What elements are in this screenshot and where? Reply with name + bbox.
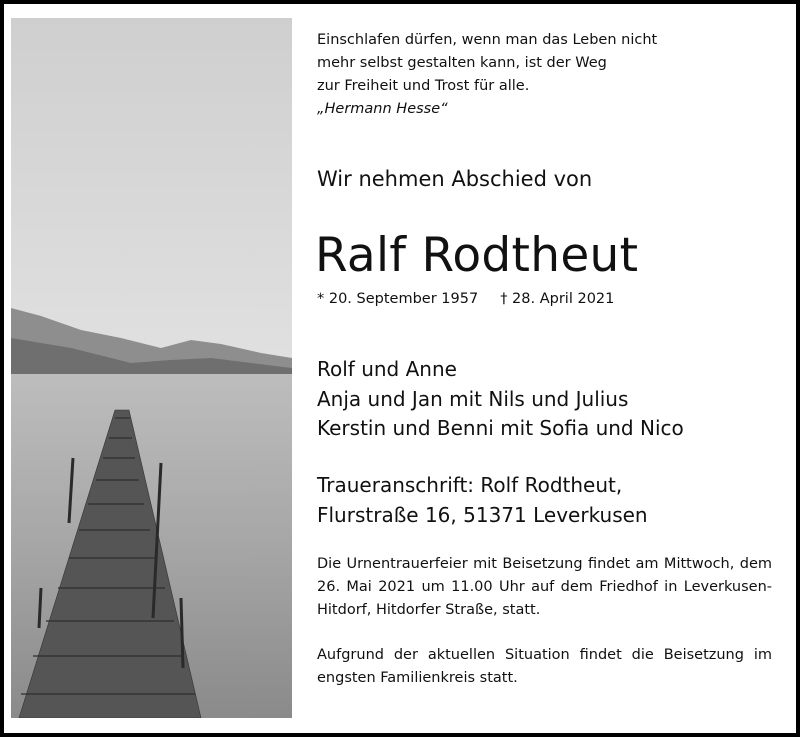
private-burial-notice: Aufgrund der aktuellen Situation findet die Beisetzung im engsten Familienkreis statt. xyxy=(317,647,772,686)
mourner-line: Rolf und Anne xyxy=(317,357,457,381)
address-line: Traueranschrift: Rolf Rodtheut, xyxy=(317,473,623,497)
hesse-quote xyxy=(317,29,777,121)
ceremony-details: Die Urnentrauerfeier mit Beisetzung findet am Mittwoch, dem 26. Mai 2021 um 11.00 Uhr auf dem Friedhof in Leverkusen-Hitdorf, Hitdorfer Straße, statt. xyxy=(317,556,772,618)
jetty-lake-image xyxy=(11,18,292,718)
life-dates xyxy=(317,288,614,310)
jetty-lake-photo xyxy=(11,18,292,718)
deceased-name: Ralf Rodtheut xyxy=(315,228,639,283)
address-line: Flurstraße 16, 51371 Leverkusen xyxy=(317,502,648,527)
mourning-address xyxy=(317,471,648,530)
birth-date: * 20. September 1957 xyxy=(317,291,479,307)
farewell-intro: Wir nehmen Abschied von xyxy=(317,167,593,191)
mourner-line: Kerstin und Benni mit Sofia und Nico xyxy=(317,416,684,440)
mourners-list xyxy=(317,355,684,444)
quote-line: mehr selbst gestalten kann, ist der Weg xyxy=(317,55,607,71)
quote-line: zur Freiheit und Trost für alle. xyxy=(317,78,530,94)
death-date: † 28. April 2021 xyxy=(500,291,615,307)
quote-author: „Hermann Hesse“ xyxy=(317,101,448,117)
mourner-line: Anja und Jan mit Nils und Julius xyxy=(317,386,629,411)
quote-line: Einschlafen dürfen, wenn man das Leben nicht xyxy=(317,32,658,48)
